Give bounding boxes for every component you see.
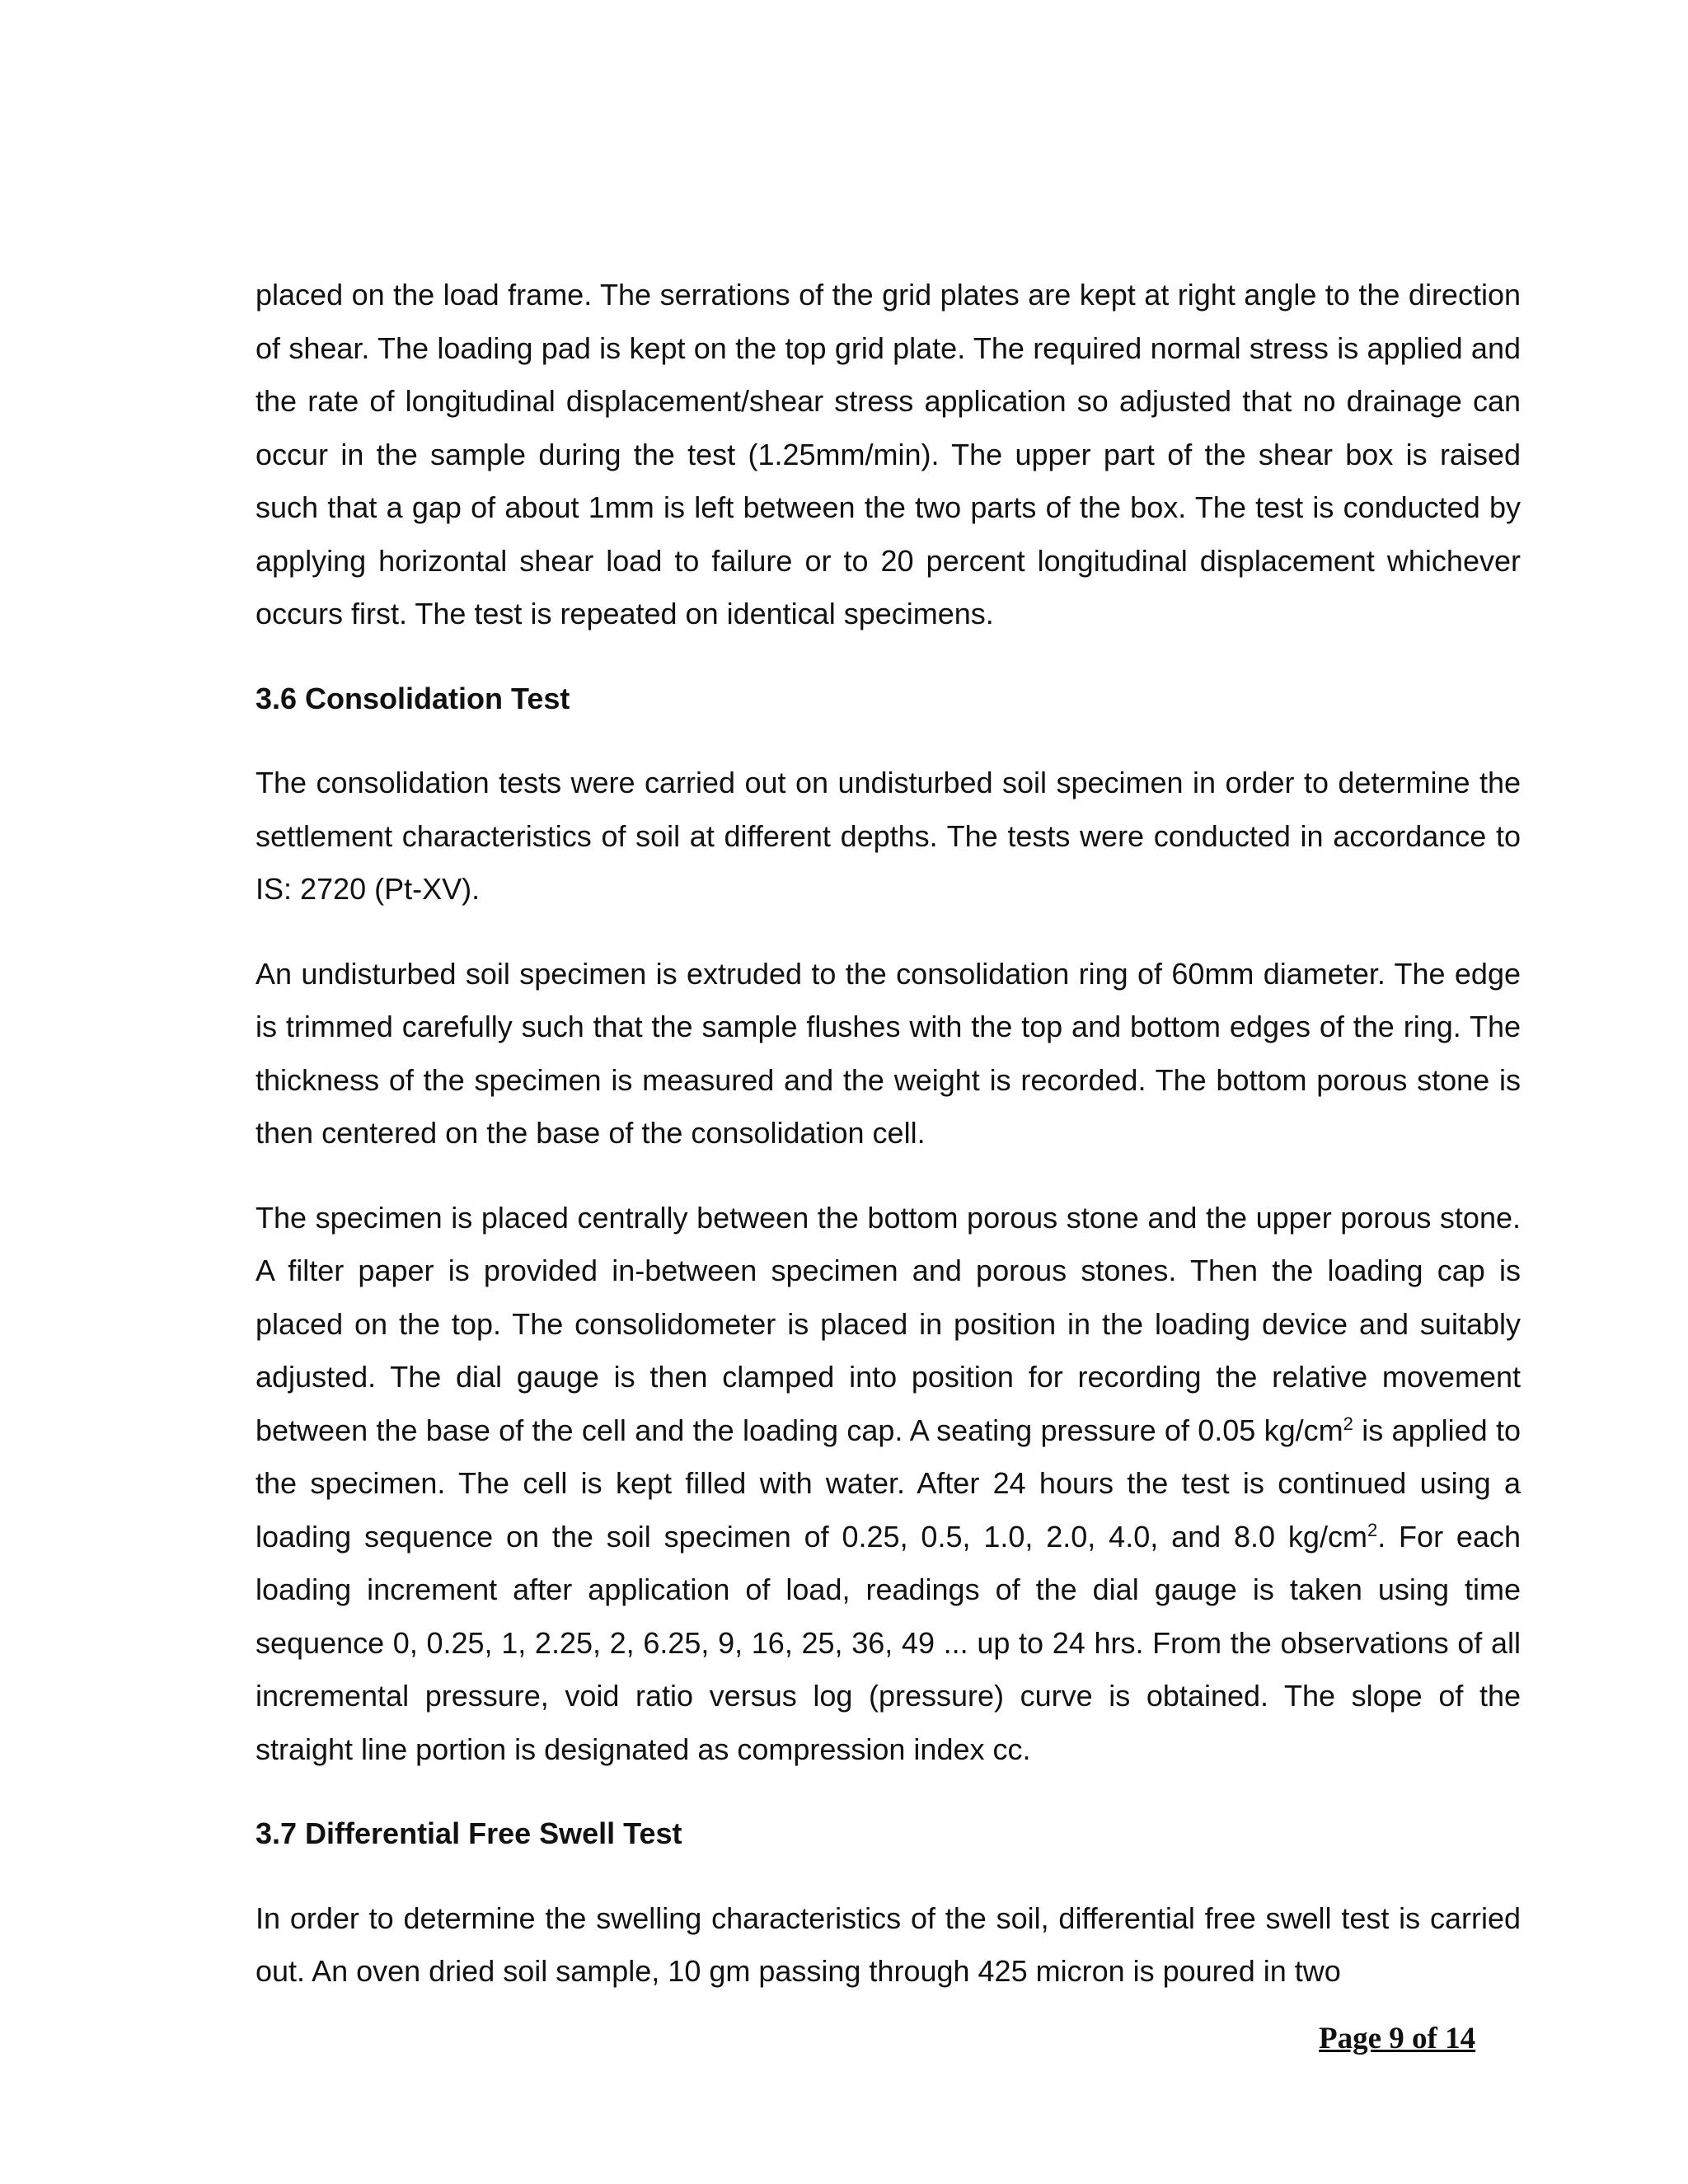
procedure-text-3: . For each loading increment after application of load, readings of the dial gauge is taken using time sequence 0, 0.25, 1, 2.25, 2, 6.25, 9, 16, 25, 36, 49 ... up to 24 hrs. From the observations of all incremental pressure, void ratio versus log (pressure) curve is obtained. The slope of the straight line portion is designated as compression index cc.	[256, 1519, 1521, 1766]
paragraph-consolidation-procedure	[256, 1192, 1521, 1777]
section-heading-consolidation: 3.6 Consolidation Test	[256, 681, 570, 715]
procedure-text-1: The specimen is placed centrally between the bottom porous stone and the upper porous stone. A filter paper is provided in-between specimen and porous stones. Then the loading cap is placed on the top. The consolidometer is placed in position in the loading device and suitably adjusted. The dial gauge is then clamped into position for recording the relative movement between the base of the cell and the loading cap. A seating pressure of 0.05 kg/cm	[256, 1200, 1521, 1447]
paragraph-consolidation-intro: The consolidation tests were carried out on undisturbed soil specimen in order to determine the settlement characteristics of soil at different depths. The tests were conducted in accordance to IS: 2720 (Pt-XV).	[256, 766, 1521, 906]
paragraph-consolidation-specimen: An undisturbed soil specimen is extruded to the consolidation ring of 60mm diameter. The edge is trimmed carefully such that the sample flushes with the top and bottom edges of the ring. The thickness of the specimen is measured and the weight is recorded. The bottom porous stone is then centered on the base of the consolidation cell.	[256, 956, 1521, 1150]
section-heading-swell: 3.7 Differential Free Swell Test	[256, 1816, 682, 1850]
superscript-squared: 2	[1367, 1519, 1378, 1540]
paragraph-shear-continuation: placed on the load frame. The serrations of the grid plates are kept at right angle to the direction of shear. The loading pad is kept on the top grid plate. The required normal stress is applied and the rate of longitudinal displacement/shear stress application so adjusted that no drainage can occur in the sample during the test (1.25mm/min). The upper part of the shear box is raised such that a gap of about 1mm is left between the two parts of the box. The test is conducted by applying horizontal shear load to failure or to 20 percent longitudinal displacement whichever occurs first. The test is repeated on identical specimens.	[256, 278, 1521, 630]
page-number: Page 9 of 14	[1319, 2022, 1476, 2055]
paragraph-swell-intro: In order to determine the swelling characteristics of the soil, differential free swell test is carried out. An oven dried soil sample, 10 gm passing through 425 micron is poured in two	[256, 1900, 1521, 1988]
superscript-squared: 2	[1343, 1413, 1353, 1434]
procedure-text-2: is applied to the specimen. The cell is kept filled with water. After 24 hours the test is continued using a loading sequence on the soil specimen of 0.25, 0.5, 1.0, 2.0, 4.0, and 8.0 kg/cm	[256, 1413, 1521, 1554]
document-body	[256, 269, 1521, 1999]
